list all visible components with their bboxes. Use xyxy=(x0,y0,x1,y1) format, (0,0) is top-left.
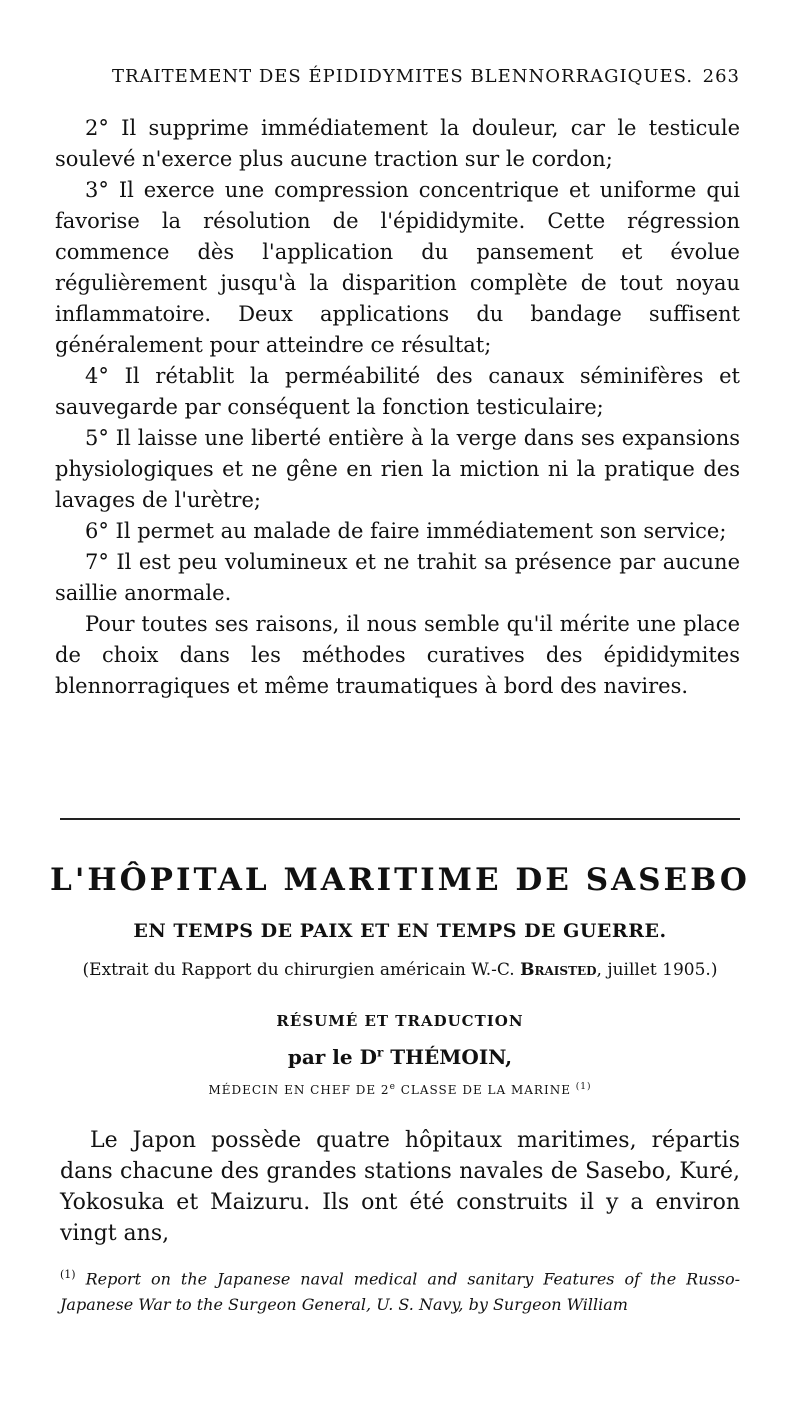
running-head xyxy=(112,66,740,87)
author-title-suffix: CLASSE DE LA MARINE xyxy=(395,1083,571,1097)
extract-note xyxy=(0,960,800,980)
article-subtitle: EN TEMPS DE PAIX ET EN TEMPS DE GUERRE. xyxy=(133,920,667,942)
author-name: THÉMOIN, xyxy=(390,1045,513,1069)
extract-author: Braisted xyxy=(520,960,597,980)
article-body xyxy=(60,1125,740,1249)
paragraph: 7° Il est peu volumineux et ne trahit sa présence par aucune saillie anormale. xyxy=(55,550,740,605)
author-title-sup: e xyxy=(389,1082,396,1092)
by-sup: r xyxy=(376,1045,384,1060)
previous-article-body xyxy=(55,113,740,702)
footnote-mark: (1) xyxy=(60,1268,76,1281)
paragraph: 2° Il supprime immédiatement la douleur, car le testicule soulevé n'exerce plus aucune traction sur le cordon; xyxy=(55,116,740,171)
paragraph: 5° Il laisse une liberté entière à la verge dans ses expansions physiologiques et ne gêne en rien la miction ni la pratique des lavages de l'urètre; xyxy=(55,426,740,512)
paragraph: 4° Il rétablit la perméabilité des canaux séminifères et sauvegarde par conséquent la fonction testiculaire; xyxy=(55,364,740,419)
footnote-ref: (1) xyxy=(575,1082,592,1092)
paragraph: 3° Il exerce une compression concentrique et uniforme qui favorise la résolution de l'épididymite. Cette régression commence dès l'application du pansement et évolue régulièrement jusqu'à la disparition complète de tout noyau inflammatoire. Deux applications du bandage suffisent généralement pour atteindre ce résultat; xyxy=(55,178,740,357)
resume-label: RÉSUMÉ ET TRADUCTION xyxy=(276,1012,524,1030)
footnote xyxy=(60,1262,740,1318)
footnote-text: Report on the Japanese naval medical and sanitary Features of the Russo-Japanese War to the Surgeon General, U. S. Navy, by Surgeon William xyxy=(60,1269,740,1315)
page-number: 263 xyxy=(702,66,740,87)
section-divider xyxy=(60,818,740,820)
author-title-text: MÉDECIN EN CHEF DE 2 xyxy=(208,1083,390,1097)
article-title: L'HÔPITAL MARITIME DE SASEBO xyxy=(50,862,750,898)
author-line xyxy=(0,1045,800,1069)
extract-suffix: , juillet 1905.) xyxy=(596,960,718,980)
paragraph: Le Japon possède quatre hôpitaux maritimes, répartis dans chacune des grandes stations navales de Sasebo, Kuré, Yokosuka et Maizuru. Ils ont été construits il y a environ vingt ans, xyxy=(60,1128,740,1246)
by-label: par le D xyxy=(287,1045,377,1069)
running-title: TRAITEMENT DES ÉPIDIDYMITES BLENNORRAGIQUES. xyxy=(112,66,694,87)
author-title xyxy=(0,1082,800,1097)
extract-prefix: (Extrait du Rapport du chirurgien américain W.-C. xyxy=(82,960,515,980)
paragraph: Pour toutes ses raisons, il nous semble qu'il mérite une place de choix dans les méthodes curatives des épididymites blennorragiques et même traumatiques à bord des navires. xyxy=(55,612,740,698)
paragraph: 6° Il permet au malade de faire immédiatement son service; xyxy=(85,519,727,543)
